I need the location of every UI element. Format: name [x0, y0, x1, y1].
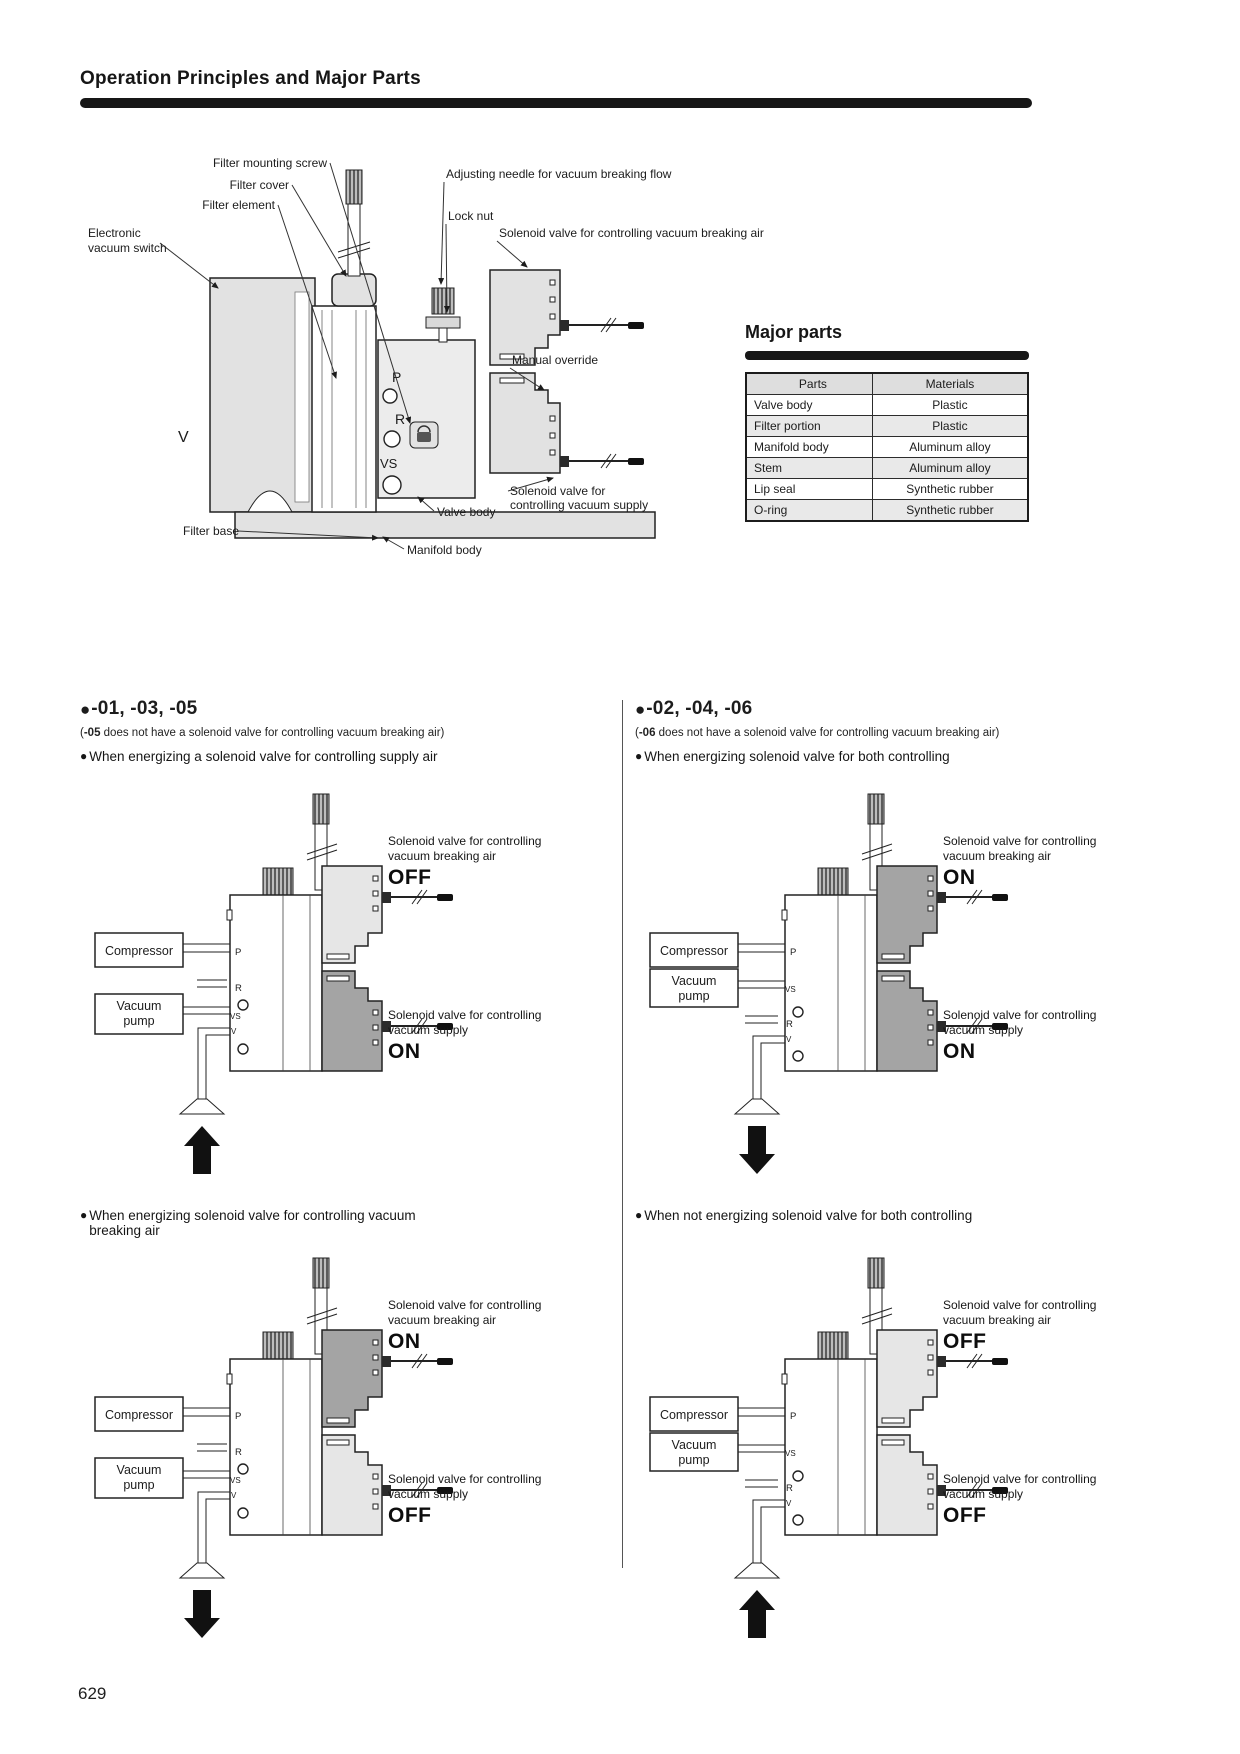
valve-body-block [378, 340, 475, 498]
table-header-row: Parts Materials [746, 373, 1028, 395]
manifold-body-label: Manifold body [407, 543, 482, 557]
sv-breaking-caption: Solenoid valve for controlling vacuum breaking air ON [388, 1298, 598, 1354]
filter-mounting-screw-label: Filter mounting screw [212, 156, 327, 170]
left-models-note: (-05 does not have a solenoid valve for controlling vacuum breaking air) [80, 727, 445, 739]
table-row: Stem Aluminum alloy [746, 458, 1028, 479]
sv-breaking-air-label: Solenoid valve for controlling vacuum breaking air [499, 226, 764, 240]
title-rule-bar [80, 98, 1032, 108]
adjusting-needle-label: Adjusting needle for vacuum breaking flow [446, 167, 672, 181]
valve-body-label: Valve body [437, 505, 496, 519]
filter-element-label: Filter element [202, 198, 275, 212]
major-parts-rule-bar [745, 351, 1029, 360]
column-divider [622, 700, 623, 1568]
manual-override-label: Manual override [512, 353, 599, 367]
bullet-icon: ● [635, 749, 643, 763]
right-when-none-heading: ● When not energizing solenoid valve for both controlling [635, 1208, 973, 1223]
port-v-label: V [178, 429, 189, 446]
bullet-icon: ● [80, 1208, 88, 1222]
major-parts-title: Major parts [745, 322, 843, 342]
supply-state: ON [388, 1040, 421, 1063]
page-title: Operation Principles and Major Parts [80, 68, 421, 89]
port-p-label: P [392, 369, 402, 385]
svg-text:controlling vacuum supply: controlling vacuum supply [510, 498, 649, 512]
breaking-state: ON [388, 1330, 421, 1353]
sv-supply-caption: Solenoid valve for controlling vacuum supply OFF [388, 1472, 598, 1528]
cross-section-figure [80, 140, 780, 570]
lock-nut-label: Lock nut [448, 209, 494, 223]
solenoid-supply-block [490, 373, 560, 473]
filter-base-label: Filter base [183, 524, 240, 538]
bullet-icon: ● [635, 699, 646, 719]
left-models-heading: ● -01, -03, -05 [80, 698, 198, 719]
sv-breaking-caption: Solenoid valve for controlling vacuum breaking air ON [943, 834, 1153, 890]
flow-arrow-icon [739, 1126, 775, 1174]
table-row: Manifold body Aluminum alloy [746, 437, 1028, 458]
svg-text:vacuum switch: vacuum switch [88, 241, 167, 255]
page-number: 629 [78, 1684, 107, 1703]
left-when-breaking-heading: ● When energizing solenoid valve for controlling vacuum breaking air [80, 1208, 416, 1238]
breaking-state: ON [943, 866, 976, 889]
supply-state: ON [943, 1040, 976, 1063]
sv-supply-label: Solenoid valve for [510, 484, 606, 498]
sv-breaking-caption: Solenoid valve for controlling vacuum breaking air OFF [388, 834, 598, 890]
bullet-icon: ● [80, 699, 91, 719]
right-models-note: (-06 does not have a solenoid valve for controlling vacuum breaking air) [635, 727, 1000, 739]
electronic-vacuum-switch-label: Electronic [88, 226, 141, 240]
filter-stem [346, 170, 362, 204]
supply-valve-block [322, 1435, 382, 1535]
bullet-icon: ● [80, 749, 88, 763]
supply-valve-block [322, 971, 382, 1071]
breaking-state: OFF [388, 866, 432, 889]
flow-arrow-icon [739, 1590, 775, 1638]
supply-valve-block [877, 1435, 937, 1535]
breaking-state: OFF [943, 1330, 987, 1353]
adjusting-needle-knob [432, 288, 454, 314]
supply-valve-block [877, 971, 937, 1071]
right-models-heading: ● -02, -04, -06 [635, 698, 753, 719]
sv-breaking-caption: Solenoid valve for controlling vacuum breaking air OFF [943, 1298, 1153, 1354]
flow-arrow-icon [184, 1590, 220, 1638]
lock-nut-part [426, 317, 460, 328]
supply-state: OFF [388, 1504, 432, 1527]
filter-cover-label: Filter cover [229, 178, 289, 192]
sv-supply-caption: Solenoid valve for controlling vacuum supply OFF [943, 1472, 1153, 1528]
operation-diagram-both-energized [640, 788, 1120, 1178]
operation-diagram-supply-energized [85, 788, 565, 1178]
table-row: Valve body Plastic [746, 395, 1028, 416]
operation-diagram-breaking-energized [85, 1252, 565, 1642]
table-row: O-ring Synthetic rubber [746, 500, 1028, 522]
sv-supply-caption: Solenoid valve for controlling vacuum supply ON [943, 1008, 1153, 1064]
table-row: Filter portion Plastic [746, 416, 1028, 437]
port-vs-label: VS [380, 456, 398, 471]
supply-state: OFF [943, 1504, 987, 1527]
right-when-both-heading: ● When energizing solenoid valve for both controlling [635, 749, 950, 764]
table-row: Lip seal Synthetic rubber [746, 479, 1028, 500]
operation-diagram-none-energized [640, 1252, 1120, 1642]
left-when-supply-heading: ● When energizing a solenoid valve for controlling supply air [80, 749, 438, 764]
bullet-icon: ● [635, 1208, 643, 1222]
port-r-label: R [395, 411, 406, 427]
sv-supply-caption: Solenoid valve for controlling vacuum supply ON [388, 1008, 598, 1064]
major-parts-table [745, 372, 1029, 522]
flow-arrow-icon [184, 1126, 220, 1174]
